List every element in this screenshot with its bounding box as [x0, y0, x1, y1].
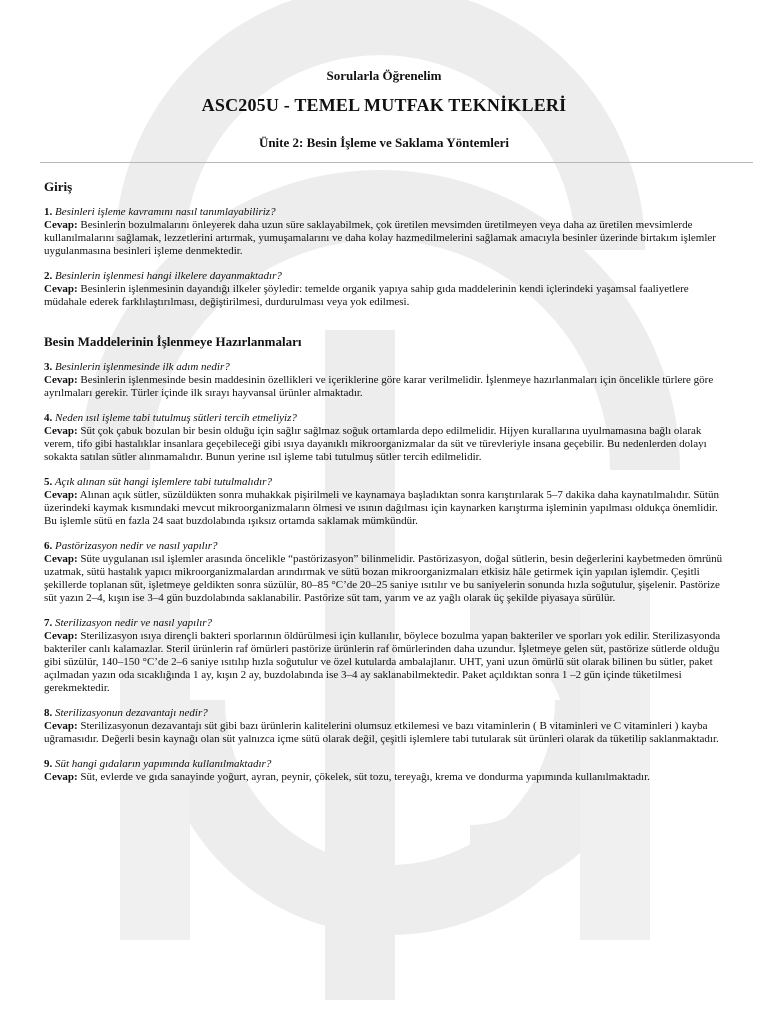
answer-7: [44, 630, 724, 695]
document-body: [44, 180, 724, 796]
question-text: Sterilizasyonun dezavantajı nedir?: [55, 707, 208, 719]
question-text: Besinlerin işlenmesi hangi ilkelere dayanmaktadır?: [55, 270, 282, 282]
question-number: 2.: [44, 270, 53, 282]
answer-text: Alınan açık sütler, süzüldükten sonra muhakkak pişirilmeli ve kaynamaya başladıktan sonra karıştırılarak 5–7 dakika daha kaynatılmalıdır. Sütün üzerindeki kaymak kısmındaki mevcut mikroorganizmaların ölmesi ve ısının dağılması için kaynarken karıştırma işleminin yapılması oldukça önemlidir. Bu işlemle sütü en fazla 24 saat buzdolabında ışıksız ortamda saklamak mümkündür.: [44, 489, 719, 527]
answer-text: Süt çok çabuk bozulan bir besin olduğu için sağlır sağlmaz soğuk ortamlarda depo edilmelidir. Hijyen kurallarına uyulmamasına bağlı olarak verem, tifo gibi hastalıklar insanlara geçebileceği gibi ısıya dayanıklı mikroorganizmalar da süt ve türevleriyle insana geçebilir. Bu nedenlerden dolayı sokakta satılan sütler alınmamalıdır. Bunun yerine ısıl işleme tabi tutulmuş sütler tercih edilmelidir.: [44, 425, 707, 463]
question-2: [44, 270, 724, 283]
section-title-hazirlanma: Besin Maddelerinin İşlenmeye Hazırlanmaları: [44, 334, 302, 349]
answer-label: Cevap:: [44, 771, 78, 783]
qa-item-8: [44, 707, 724, 746]
answer-label: Cevap:: [44, 283, 78, 295]
question-number: 4.: [44, 412, 53, 424]
question-3: [44, 361, 724, 374]
question-7: [44, 617, 724, 630]
answer-8: [44, 720, 724, 746]
question-1: [44, 206, 724, 219]
question-6: [44, 540, 724, 553]
qa-item-4: [44, 412, 724, 464]
question-text: Sterilizasyon nedir ve nasıl yapılır?: [55, 617, 213, 629]
answer-label: Cevap:: [44, 219, 78, 231]
answer-1: [44, 219, 724, 258]
answer-3: [44, 374, 724, 400]
question-5: [44, 476, 724, 489]
question-number: 9.: [44, 758, 53, 770]
unit-title: Ünite 2: Besin İşleme ve Saklama Yöntemleri: [258, 135, 510, 150]
qa-item-2: [44, 270, 724, 309]
answer-label: Cevap:: [44, 720, 78, 732]
question-number: 3.: [44, 361, 53, 373]
qa-item-9: [44, 758, 724, 784]
answer-6: [44, 553, 724, 605]
question-number: 5.: [44, 476, 53, 488]
qa-item-1: [44, 206, 724, 258]
answer-label: Cevap:: [44, 489, 78, 501]
question-text: Açık alınan süt hangi işlemlere tabi tutulmalıdır?: [54, 476, 272, 488]
answer-label: Cevap:: [44, 425, 78, 437]
course-title: ASC205U - TEMEL MUTFAK TEKNİKLERİ: [201, 95, 567, 115]
qa-item-6: [44, 540, 724, 605]
question-text: Neden ısıl işleme tabi tutulmuş sütleri tercih etmeliyiz?: [55, 412, 297, 424]
question-9: [44, 758, 724, 771]
question-number: 8.: [44, 707, 53, 719]
answer-9: [44, 771, 724, 784]
question-text: Besinlerin işlenmesinde ilk adım nedir?: [55, 361, 230, 373]
qa-item-5: [44, 476, 724, 528]
question-8: [44, 707, 724, 720]
answer-label: Cevap:: [44, 553, 78, 565]
answer-text: Sterilizasyonun dezavantajı süt gibi bazı ürünlerin kalitelerini olumsuz etkilemesi ve bazı vitaminlerin ( B vitaminleri ve C vitaminleri ) kayba uğramasıdır. Değerli besin kaynağı olan süt yalnızca içme sütü olarak değil, çeşitli işlemlere tabi tutularak süt ürünleri olarak da tüketilip saklanmaktadır.: [44, 720, 719, 745]
section-title-giris: Giriş: [44, 179, 73, 194]
question-text: Süt hangi gıdaların yapımında kullanılmaktadır?: [55, 758, 272, 770]
qa-item-3: [44, 361, 724, 400]
answer-4: [44, 425, 724, 464]
answer-text: Süt, evlerde ve gıda sanayinde yoğurt, ayran, peynir, çökelek, süt tozu, tereyağı, krema ve dondurma yapımında kullanılmaktadır.: [80, 771, 650, 783]
answer-text: Süte uygulanan ısıl işlemler arasında öncelikle “pastörizasyon” bilinmelidir. Pastörizasyon, doğal sütlerin, besin değerlerini kaybetmeden ömrünü uzatmak, sütü hastalık yapıcı mikroorganizmalardan arındırmak ve sütü bozan mikroorganizmaları etkisiz hâle getirmek için yapılan işlemdir. Çeşitli şekillerde toplanan süt, işletmeye geldikten sonra süzülür, 80–85 °C’de 20–25 saniye ısıtılır ve bu saniyelerin sonunda hızla soğutulur, şişelenir. Pastörize süt yazın 2–4, kışın ise 3–4 gün buzdolabında saklanabilir. Pastörize süt tam, yarım ve az yağlı olarak üç şekilde piyasaya sürülür.: [44, 553, 723, 604]
qa-item-7: [44, 617, 724, 695]
answer-label: Cevap:: [44, 374, 78, 386]
question-text: Besinleri işleme kavramını nasıl tanımlayabiliriz?: [55, 206, 276, 218]
question-4: [44, 412, 724, 425]
answer-2: [44, 283, 724, 309]
answer-5: [44, 489, 724, 528]
header-divider: [40, 162, 753, 163]
question-number: 7.: [44, 617, 53, 629]
question-number: 1.: [44, 206, 53, 218]
series-label: Sorularla Öğrenelim: [326, 68, 442, 83]
answer-text: Besinlerin işlenmesinde besin maddesinin özellikleri ve içeriklerine göre karar verilmelidir. İşlenmeye hazırlanmaları için öncelikle türlere göre ayrılmaları gerekir. Türler içinde ilk sırayı hayvansal ürünler almaktadır.: [44, 374, 714, 399]
answer-text: Besinlerin bozulmalarını önleyerek daha uzun süre saklayabilmek, çok üretilen mevsimden üretilmeyen veya daha az üretilen mevsimlerde kullanılmalarını sağlamak, lezzetlerini artırmak, yumuşamalarını ve daha kolay hazmedilmelerini sağlamak amacıyla besinler üzerinde birtakım işlemler uygulanmasına besinleri işleme denmektedir.: [44, 219, 716, 257]
question-number: 6.: [44, 540, 53, 552]
answer-text: Sterilizasyon ısıya dirençli bakteri sporlarının öldürülmesi için kullanılır, böylece bozulma yapan bakteriler ve sporları yok edilir. Sterilizasyonda bakteriler canlı kalamazlar. Steril ürünlerin raf ömürleri pastörize ürünlerin raf ömürlerinden daha uzundur. İşletmeye gelen süt, pastörize sütlerde olduğu gibi süzülür, 140–150 °C’de 2–6 saniye ısıtılıp hızla soğutulur ve özel kutularda ambalajlanır. UHT, yani uzun ömürlü süt olarak bilinen bu sütler, paket açılmadan yazın oda sıcaklığında 1 ay, kışın 2 ay, buzdolabında ise 3–4 ay saklanabilmektedir. Paket açıldıktan sonra 1 –2 gün içinde tüketilmesi gerekmektedir.: [44, 630, 721, 694]
answer-text: Besinlerin işlenmesinin dayandığı ilkeler şöyledir: temelde organik yapıya sahip gıda maddelerinin kendi içlerindeki yaşamsal faaliyetlere müdahale ederek farklılaştırılması, değiştirilmesi, durdurulması veya yok edilmesi.: [44, 283, 689, 308]
question-text: Pastörizasyon nedir ve nasıl yapılır?: [55, 540, 218, 552]
answer-label: Cevap:: [44, 630, 78, 642]
